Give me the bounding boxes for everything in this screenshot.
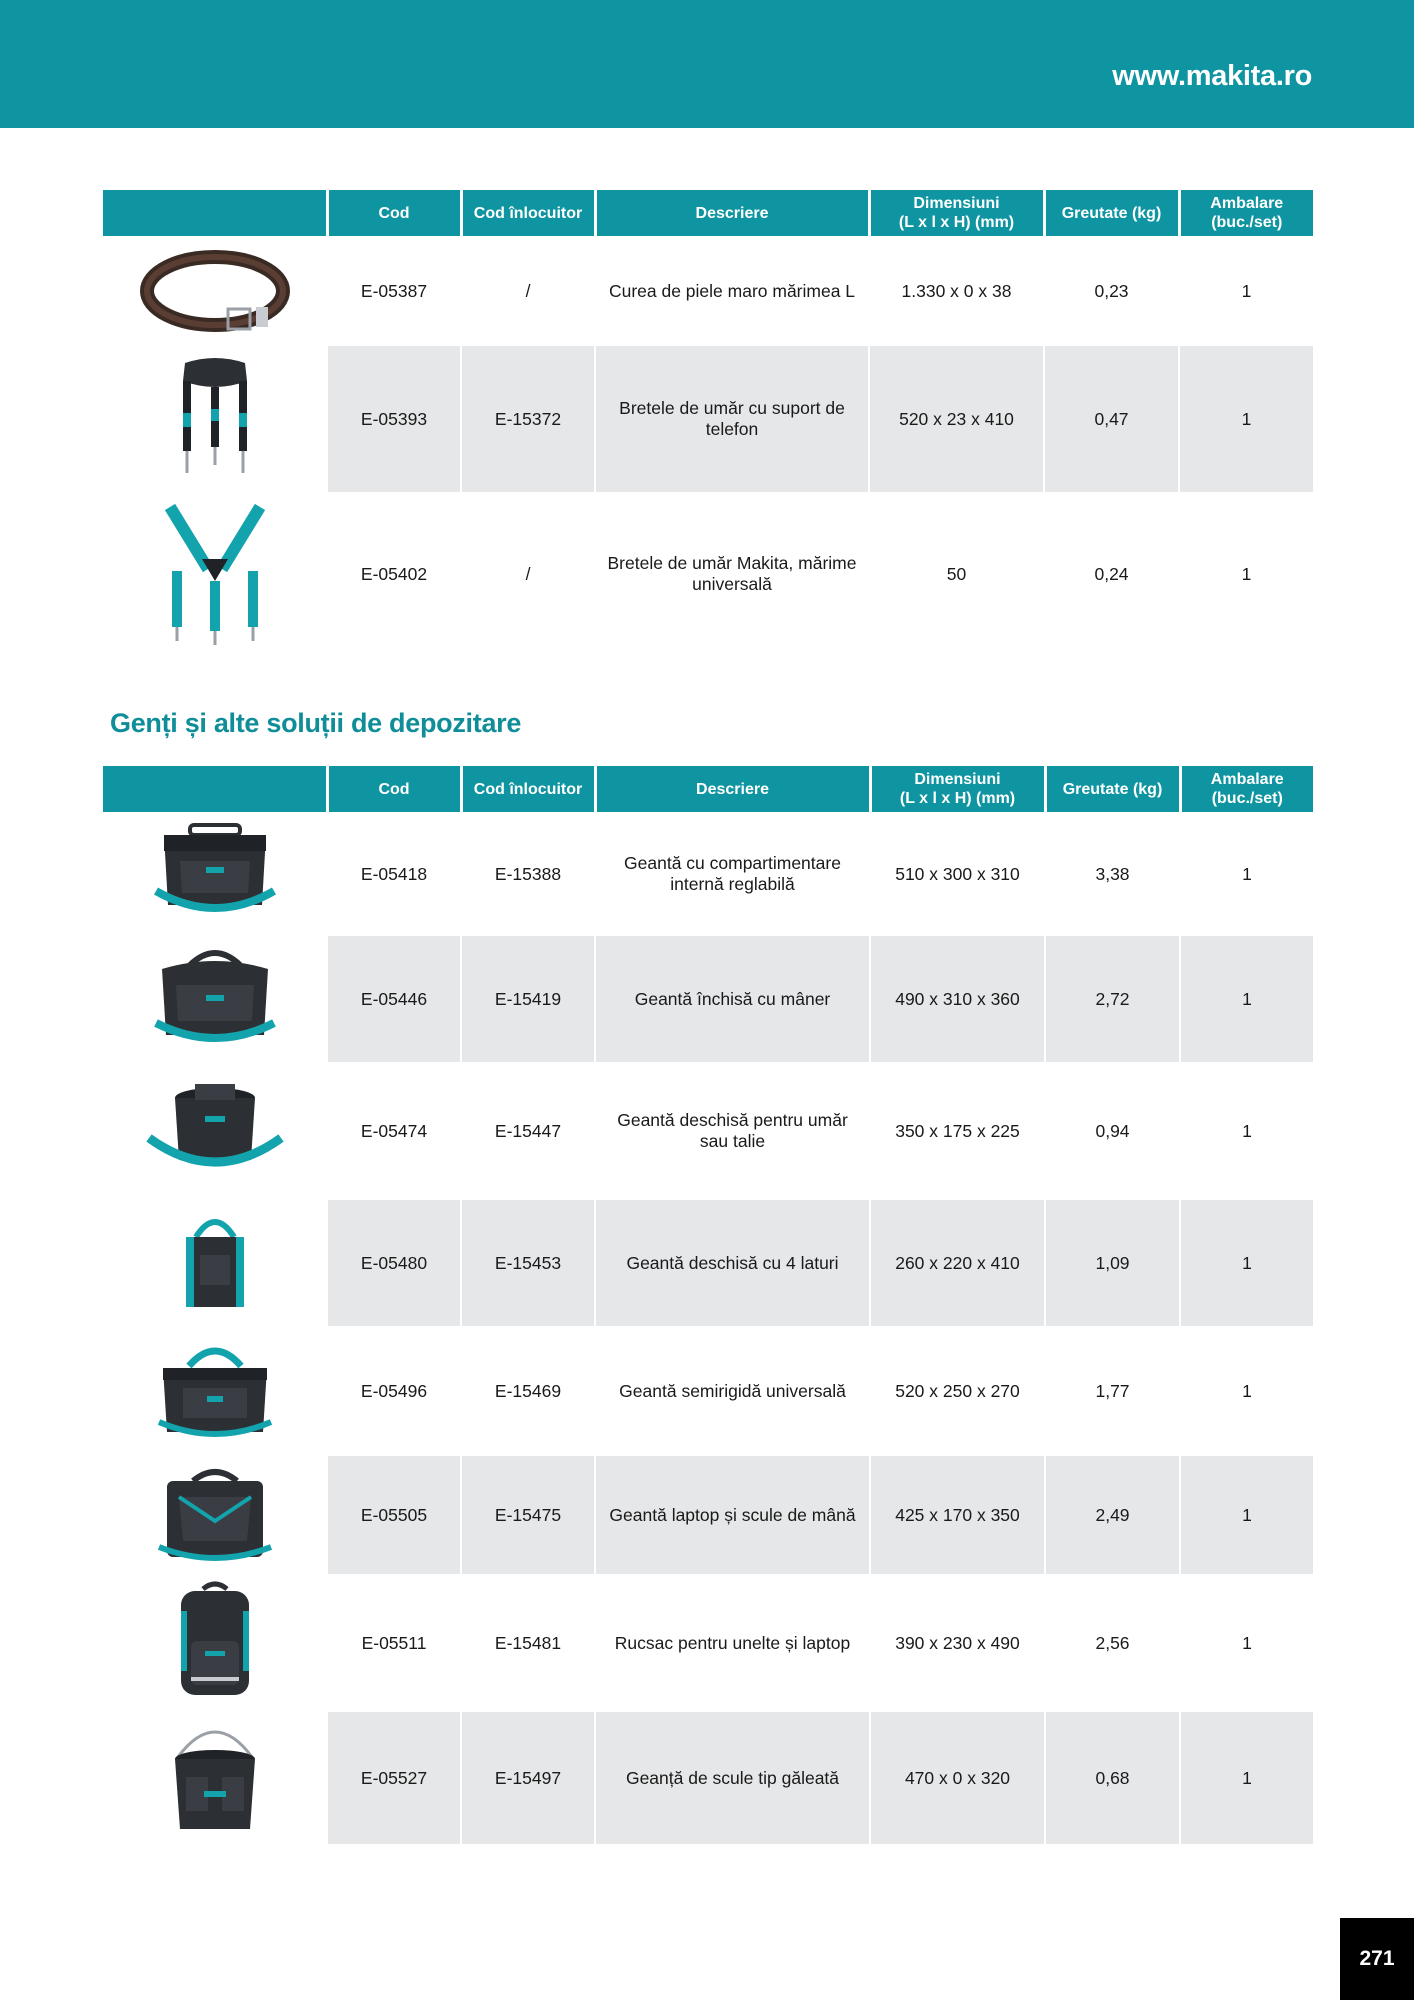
duffel-bag-icon [153, 1336, 277, 1446]
cell-ambalare: 1 [1180, 1200, 1313, 1326]
cell-cod: E-05496 [327, 1326, 461, 1456]
table-header-row [103, 190, 1313, 236]
cell-ambalare: 1 [1180, 812, 1313, 936]
cell-descriere: Geantă închisă cu mâner [595, 936, 870, 1062]
table-row [103, 492, 1313, 656]
product-image [103, 1326, 327, 1456]
cell-descriere: Rucsac pentru unelte și laptop [595, 1574, 870, 1712]
cell-descriere: Curea de piele maro mărimea L [595, 236, 869, 346]
cell-descriere: Bretele de umăr cu suport de telefon [595, 346, 869, 492]
cell-greutate: 2,49 [1045, 1456, 1180, 1574]
cell-cod-inlocuitor: E-15419 [461, 936, 595, 1062]
page-number: 271 [1340, 1918, 1414, 2000]
cell-cod-inlocuitor: E-15475 [461, 1456, 595, 1574]
cell-cod-inlocuitor: E-15481 [461, 1574, 595, 1712]
tote-bag-icon [170, 1207, 260, 1319]
backpack-icon [165, 1581, 265, 1705]
cell-ambalare: 1 [1179, 236, 1313, 346]
cell-cod: E-05511 [327, 1574, 461, 1712]
cell-cod: E-05418 [327, 812, 461, 936]
suspenders-icon [160, 499, 270, 649]
cell-cod: E-05474 [327, 1062, 461, 1200]
shoulder-harness-icon [165, 353, 265, 485]
header-greutate: Greutate (kg) [1044, 190, 1179, 236]
product-image [103, 1062, 327, 1200]
header-cod-inlocuitor: Cod înlocuitor [461, 190, 595, 236]
product-image [103, 1712, 327, 1844]
cell-greutate: 0,24 [1044, 492, 1179, 656]
cell-cod: E-05527 [327, 1712, 461, 1844]
product-image [103, 1200, 327, 1326]
cell-greutate: 1,09 [1045, 1200, 1180, 1326]
cell-cod-inlocuitor: / [461, 492, 595, 656]
header-cod: Cod [327, 766, 461, 812]
header-dimensiuni: Dimensiuni (L x l x H) (mm) [869, 190, 1044, 236]
cell-greutate: 0,47 [1044, 346, 1179, 492]
table-header-row [103, 766, 1313, 812]
cell-cod-inlocuitor: E-15453 [461, 1200, 595, 1326]
header-descriere: Descriere [595, 190, 869, 236]
cell-ambalare: 1 [1180, 936, 1313, 1062]
table-row [103, 1574, 1313, 1712]
open-bag-icon [145, 1076, 285, 1186]
cell-cod: E-05505 [327, 1456, 461, 1574]
table-row [103, 346, 1313, 492]
cell-cod-inlocuitor: E-15497 [461, 1712, 595, 1844]
cell-descriere: Geantă cu compartimentare internă reglabilă [595, 812, 870, 936]
cell-dimensiuni: 390 x 230 x 490 [870, 1574, 1045, 1712]
cell-dimensiuni: 510 x 300 x 310 [870, 812, 1045, 936]
cell-dimensiuni: 350 x 175 x 225 [870, 1062, 1045, 1200]
cell-cod: E-05402 [327, 492, 461, 656]
cell-ambalare: 1 [1180, 1456, 1313, 1574]
header-descriere: Descriere [595, 766, 870, 812]
cell-greutate: 0,23 [1044, 236, 1179, 346]
cell-dimensiuni: 520 x 23 x 410 [869, 346, 1044, 492]
cell-dimensiuni: 425 x 170 x 350 [870, 1456, 1045, 1574]
cell-greutate: 2,56 [1045, 1574, 1180, 1712]
cell-dimensiuni: 50 [869, 492, 1044, 656]
cell-cod-inlocuitor: E-15388 [461, 812, 595, 936]
laptop-bag-icon [153, 1461, 277, 1569]
header-image [103, 190, 327, 236]
cell-ambalare: 1 [1180, 1326, 1313, 1456]
cell-ambalare: 1 [1179, 346, 1313, 492]
header-cod: Cod [327, 190, 461, 236]
product-image [103, 492, 327, 656]
cell-dimensiuni: 470 x 0 x 320 [870, 1712, 1045, 1844]
product-image [103, 236, 327, 346]
product-image [103, 346, 327, 492]
table-row [103, 812, 1313, 936]
product-image [103, 812, 327, 936]
cell-cod-inlocuitor: E-15372 [461, 346, 595, 492]
cell-dimensiuni: 490 x 310 x 360 [870, 936, 1045, 1062]
cell-descriere: Geantă semirigidă universală [595, 1326, 870, 1456]
table-row [103, 1712, 1313, 1844]
product-image [103, 1574, 327, 1712]
product-image [103, 1456, 327, 1574]
cell-cod: E-05387 [327, 236, 461, 346]
header-ambalare: Ambalare (buc./set) [1180, 766, 1313, 812]
product-image [103, 936, 327, 1062]
cell-cod-inlocuitor: / [461, 236, 595, 346]
bags-table [103, 766, 1313, 1844]
table-row [103, 1326, 1313, 1456]
cell-cod: E-05393 [327, 346, 461, 492]
header-image [103, 766, 327, 812]
tool-bag-icon [150, 821, 280, 927]
accessories-table [103, 190, 1313, 656]
cell-descriere: Geantă laptop și scule de mână [595, 1456, 870, 1574]
leather-belt-icon [140, 243, 290, 339]
cell-cod-inlocuitor: E-15447 [461, 1062, 595, 1200]
table-row [103, 936, 1313, 1062]
section-title: Genți și alte soluții de depozitare [110, 708, 522, 738]
closed-bag-icon [150, 945, 280, 1053]
cell-descriere: Geanță de scule tip găleată [595, 1712, 870, 1844]
cell-greutate: 3,38 [1045, 812, 1180, 936]
cell-dimensiuni: 1.330 x 0 x 38 [869, 236, 1044, 346]
cell-ambalare: 1 [1180, 1062, 1313, 1200]
table-row [103, 1062, 1313, 1200]
table-row [103, 1456, 1313, 1574]
cell-cod: E-05446 [327, 936, 461, 1062]
bucket-bag-icon [160, 1717, 270, 1839]
cell-greutate: 0,68 [1045, 1712, 1180, 1844]
cell-descriere: Geantă deschisă cu 4 laturi [595, 1200, 870, 1326]
header-cod-inlocuitor: Cod înlocuitor [461, 766, 595, 812]
cell-cod: E-05480 [327, 1200, 461, 1326]
cell-greutate: 2,72 [1045, 936, 1180, 1062]
cell-ambalare: 1 [1179, 492, 1313, 656]
site-url[interactable]: www.makita.ro [1112, 60, 1312, 92]
header-ambalare: Ambalare (buc./set) [1179, 190, 1313, 236]
cell-descriere: Geantă deschisă pentru umăr sau talie [595, 1062, 870, 1200]
header-greutate: Greutate (kg) [1045, 766, 1180, 812]
cell-cod-inlocuitor: E-15469 [461, 1326, 595, 1456]
cell-dimensiuni: 520 x 250 x 270 [870, 1326, 1045, 1456]
table-row [103, 236, 1313, 346]
header-dimensiuni: Dimensiuni (L x l x H) (mm) [870, 766, 1045, 812]
cell-greutate: 0,94 [1045, 1062, 1180, 1200]
cell-ambalare: 1 [1180, 1574, 1313, 1712]
table-row [103, 1200, 1313, 1326]
cell-ambalare: 1 [1180, 1712, 1313, 1844]
cell-greutate: 1,77 [1045, 1326, 1180, 1456]
cell-descriere: Bretele de umăr Makita, mărime universală [595, 492, 869, 656]
cell-dimensiuni: 260 x 220 x 410 [870, 1200, 1045, 1326]
